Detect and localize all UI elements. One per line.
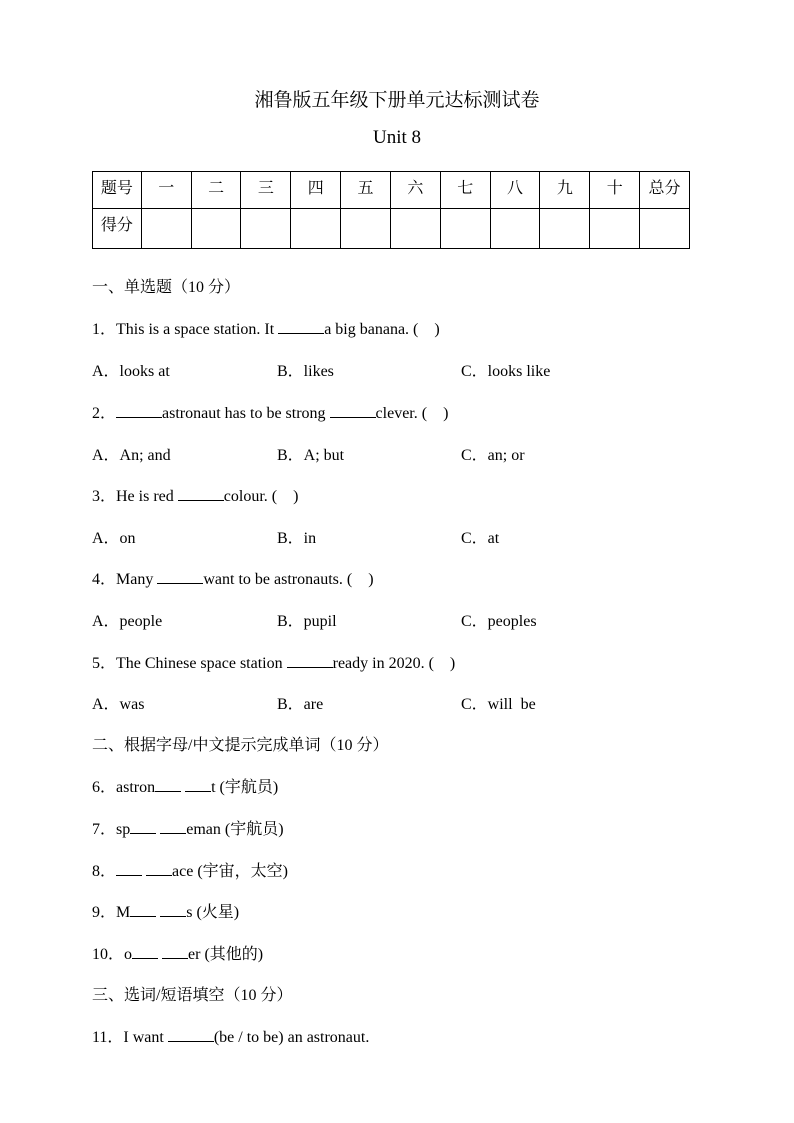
answer-blank bbox=[160, 819, 186, 834]
option-c: C．looks like bbox=[461, 363, 551, 380]
answer-blank bbox=[168, 1027, 214, 1042]
score-cell-header: 十 bbox=[590, 172, 640, 209]
answer-blank bbox=[287, 653, 333, 668]
answer-blank bbox=[162, 944, 188, 959]
answer-blank bbox=[178, 486, 224, 501]
score-cell-header: 六 bbox=[390, 172, 440, 209]
score-cell bbox=[191, 209, 241, 249]
answer-blank bbox=[130, 819, 156, 834]
score-cell bbox=[590, 209, 640, 249]
answer-blank bbox=[278, 319, 324, 334]
score-table bbox=[92, 171, 690, 249]
answer-blank bbox=[146, 861, 172, 876]
answer-blank bbox=[116, 403, 162, 418]
option-c: C．an; or bbox=[461, 447, 525, 464]
question-8: 8． ace (宇宙，太空) bbox=[92, 863, 288, 880]
question-7: 7．sp eman (宇航员) bbox=[92, 821, 284, 838]
score-row-label: 得分 bbox=[93, 209, 142, 249]
score-cell-header: 二 bbox=[191, 172, 241, 209]
option-b: B．pupil bbox=[277, 613, 337, 630]
answer-blank bbox=[185, 777, 211, 792]
question-4: 4．Many want to be astronauts. ( ) bbox=[92, 571, 374, 588]
score-cell-header: 题号 bbox=[93, 172, 142, 209]
question-11: 11．I want (be / to be) an astronaut. bbox=[92, 1029, 370, 1046]
answer-blank bbox=[116, 861, 142, 876]
option-a: A．people bbox=[92, 613, 163, 630]
score-cell-header: 四 bbox=[291, 172, 341, 209]
question-9: 9．M s (火星) bbox=[92, 904, 240, 921]
question-1: 1．This is a space station. It a big banana. ( ) bbox=[92, 321, 440, 338]
score-cell-header: 总分 bbox=[640, 172, 690, 209]
score-cell bbox=[291, 209, 341, 249]
score-cell-header: 七 bbox=[440, 172, 490, 209]
score-cell-header: 一 bbox=[141, 172, 191, 209]
answer-blank bbox=[330, 403, 376, 418]
score-table-score-row bbox=[93, 209, 690, 249]
option-a: A．was bbox=[92, 696, 145, 713]
score-cell bbox=[490, 209, 540, 249]
score-cell-header: 九 bbox=[540, 172, 590, 209]
option-c: C．at bbox=[461, 530, 500, 547]
score-cell bbox=[341, 209, 391, 249]
score-cell bbox=[390, 209, 440, 249]
section-2-heading: 二、根据字母/中文提示完成单词（10 分） bbox=[92, 737, 389, 754]
question-2: 2． astronaut has to be strong clever. ( ) bbox=[92, 405, 449, 422]
score-cell-header: 八 bbox=[490, 172, 540, 209]
answer-blank bbox=[132, 944, 158, 959]
score-cell bbox=[241, 209, 291, 249]
answer-blank bbox=[157, 569, 203, 584]
option-a: A．on bbox=[92, 530, 136, 547]
option-c: C．will be bbox=[461, 696, 536, 713]
score-cell-header: 五 bbox=[341, 172, 391, 209]
option-b: B．likes bbox=[277, 363, 334, 380]
section-1-heading: 一、单选题（10 分） bbox=[92, 279, 241, 296]
answer-blank bbox=[155, 777, 181, 792]
score-cell-header: 三 bbox=[241, 172, 291, 209]
score-cell bbox=[440, 209, 490, 249]
question-3: 3．He is red colour. ( ) bbox=[92, 488, 299, 505]
option-b: B．are bbox=[277, 696, 324, 713]
score-table-header-row bbox=[93, 172, 690, 209]
score-cell bbox=[540, 209, 590, 249]
unit-title: Unit 8 bbox=[372, 127, 422, 148]
section-3-heading: 三、选词/短语填空（10 分） bbox=[92, 987, 293, 1004]
score-cell bbox=[141, 209, 191, 249]
option-b: B．in bbox=[277, 530, 317, 547]
answer-blank bbox=[160, 902, 186, 917]
option-c: C．peoples bbox=[461, 613, 537, 630]
question-10: 10．o er (其他的) bbox=[92, 946, 264, 963]
option-a: A．looks at bbox=[92, 363, 170, 380]
option-a: A．An; and bbox=[92, 447, 171, 464]
score-cell bbox=[640, 209, 690, 249]
option-b: B．A; but bbox=[277, 447, 345, 464]
question-5: 5．The Chinese space station ready in 2020. ( ) bbox=[92, 655, 456, 672]
question-6: 6．astron t (宇航员) bbox=[92, 779, 279, 796]
exam-title: 湘鲁版五年级下册单元达标测试卷 bbox=[254, 90, 540, 111]
answer-blank bbox=[130, 902, 156, 917]
